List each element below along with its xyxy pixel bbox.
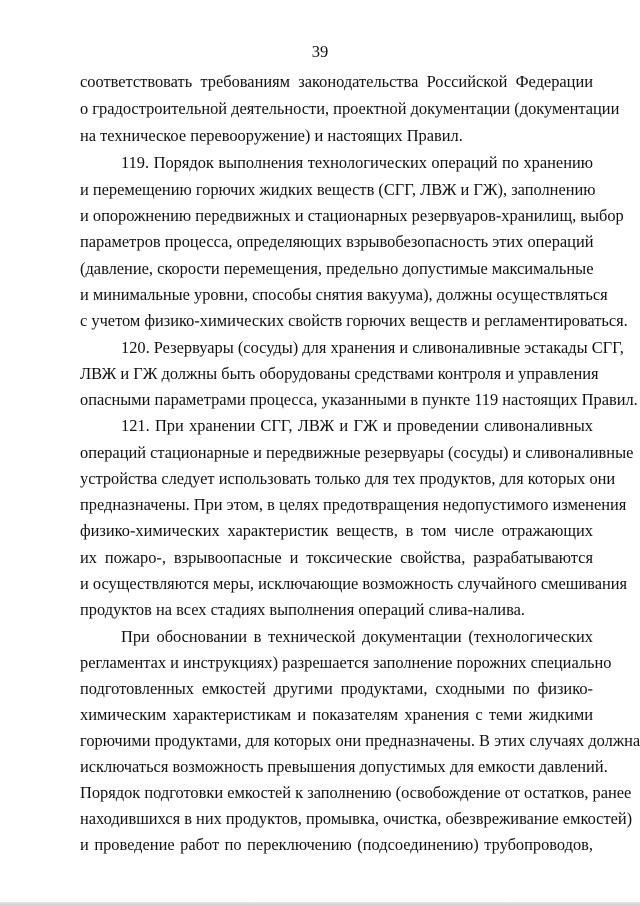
text-line: продуктов на всех стадиях выполнения операций слива-налива. bbox=[80, 600, 525, 619]
text-line: и опорожнению передвижных и стационарных резервуаров-хранилищ, выбор bbox=[80, 206, 624, 225]
text-line: подготовленных емкостей другими продуктами, сходными по физико- bbox=[80, 679, 593, 698]
text-line: находившихся в них продуктов, промывка, очистка, обезвреживание емкостей) bbox=[80, 809, 633, 828]
text-line: операций стационарные и передвижные резервуары (сосуды) и сливоналивные bbox=[80, 443, 634, 462]
text-line: и осуществляются меры, исключающие возможность случайного смешивания bbox=[80, 574, 628, 593]
text-line: о градостроительной деятельности, проектной документации (документации bbox=[80, 99, 620, 118]
text-line: горючими продуктами, для которых они предназначены. В этих случаях должна bbox=[80, 731, 640, 750]
text-line: устройства следует использовать только для тех продуктов, для которых они bbox=[80, 469, 616, 488]
page-number: 39 bbox=[311, 42, 329, 61]
text-line: на техническое перевооружение) и настоящих Правил. bbox=[80, 126, 463, 145]
text-line: химическим характеристикам и показателям хранения с теми жидкими bbox=[80, 705, 593, 724]
text-line: При обосновании в технической документации (технологических bbox=[121, 627, 593, 646]
text-line: 119. Порядок выполнения технологических операций по хранению bbox=[121, 153, 593, 172]
text-line: 121. При хранении СГГ, ЛВЖ и ГЖ и проведении сливоналивных bbox=[121, 416, 593, 435]
text-line: исключаться возможность превышения допустимых для емкости давлений. bbox=[80, 757, 608, 776]
text-line: ЛВЖ и ГЖ должны быть оборудованы средствами контроля и управления bbox=[80, 364, 599, 383]
text-line: 120. Резервуары (сосуды) для хранения и сливоналивные эстакады СГГ, bbox=[121, 338, 624, 357]
text-line: опасными параметрами процесса, указанными в пункте 119 настоящих Правил. bbox=[80, 390, 638, 409]
text-line: регламентах и инструкциях) разрешается заполнение порожних специально bbox=[80, 653, 612, 672]
text-line: (давление, скорости перемещения, предельно допустимые максимальные bbox=[80, 259, 594, 278]
text-line: параметров процесса, определяющих взрывобезопасность этих операций bbox=[80, 232, 594, 251]
text-line: Порядок подготовки емкостей к заполнению (освобождение от остатков, ранее bbox=[80, 783, 632, 802]
text-line: и минимальные уровни, способы снятия вакуума), должны осуществляться bbox=[80, 285, 608, 304]
text-line: физико-химических характеристик веществ, в том числе отражающих bbox=[80, 521, 593, 540]
text-line: предназначены. При этом, в целях предотвращения недопустимого изменения bbox=[80, 495, 627, 514]
text-line: и проведение работ по переключению (подсоединению) трубопроводов, bbox=[80, 835, 593, 854]
text-line: их пожаро-, взрывоопасные и токсические свойства, разрабатываются bbox=[80, 548, 593, 567]
text-line: с учетом физико-химических свойств горючих веществ и регламентироваться. bbox=[80, 311, 628, 330]
text-line: и перемещению горючих жидких веществ (СГГ, ЛВЖ и ГЖ), заполнению bbox=[80, 180, 596, 199]
text-line: соответствовать требованиям законодательства Российской Федерации bbox=[80, 72, 593, 91]
